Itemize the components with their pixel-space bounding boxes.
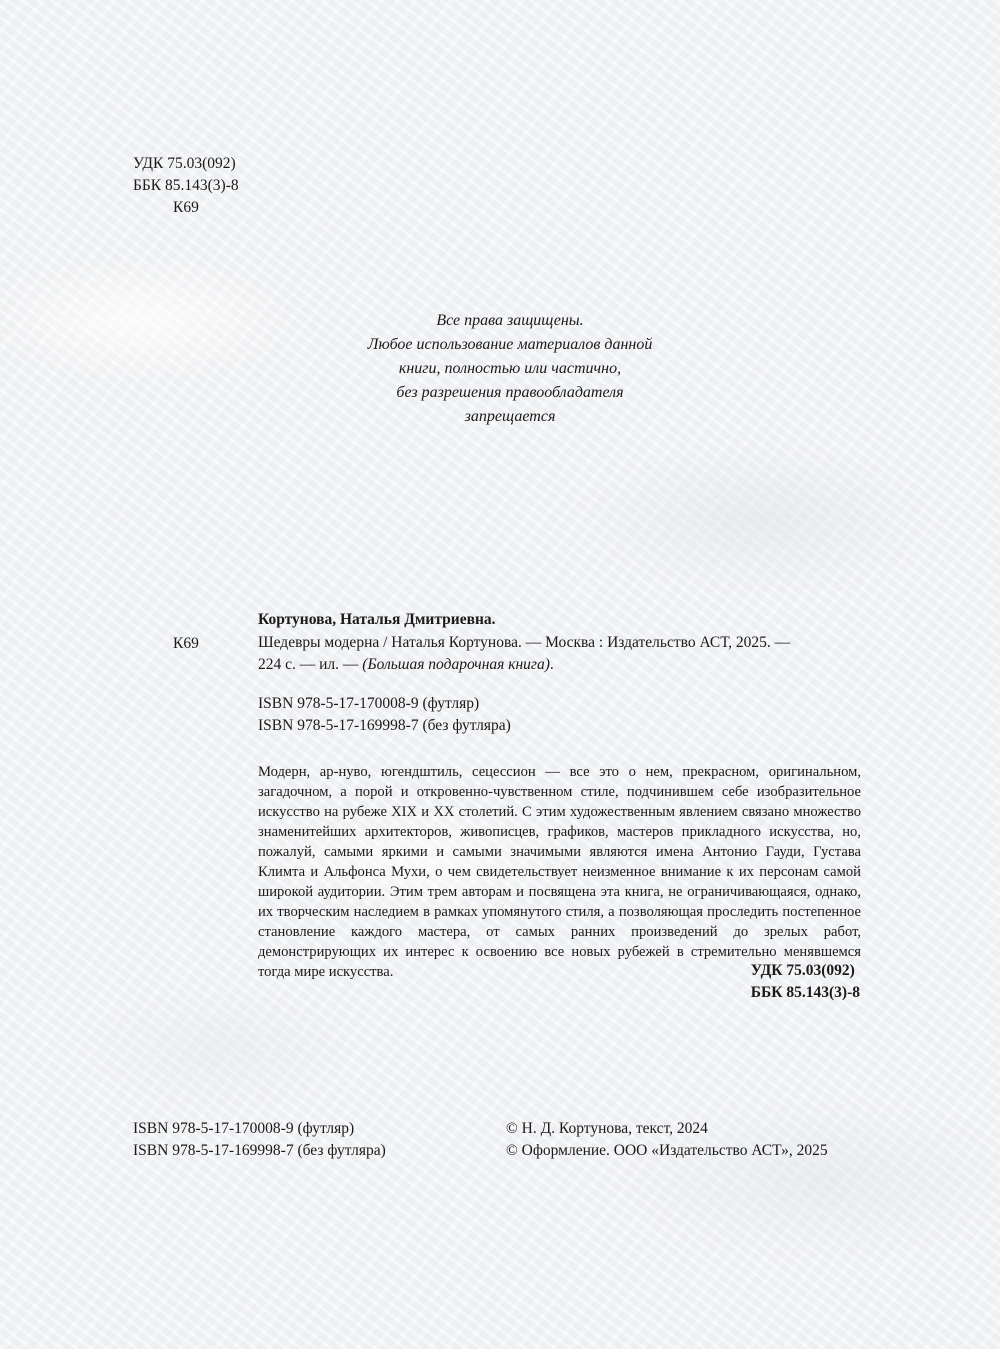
classification-codes-top (133, 153, 239, 219)
rights-line: Все права защищены. (436, 312, 584, 329)
bibliographic-description (258, 632, 861, 676)
author-mark-bib: К69 (173, 635, 199, 652)
pages-line (258, 654, 861, 676)
isbn-line: ISBN 978-5-17-170008-9 (футляр) (133, 1120, 355, 1137)
copyright-line: © Н. Д. Кортунова, текст, 2024 (506, 1120, 708, 1137)
author-mark: К69 (173, 199, 199, 216)
pages-text: 224 с. — ил. — (258, 656, 363, 673)
isbn-list (258, 693, 511, 737)
isbn-line: ISBN 978-5-17-170008-9 (футляр) (258, 695, 480, 712)
bbk-code: ББК 85.143(3)-8 (133, 177, 239, 194)
rights-notice (300, 309, 720, 429)
footer-isbn (133, 1118, 386, 1162)
rights-line: Любое использование материалов данной (367, 336, 653, 353)
rights-line: запрещается (464, 408, 556, 425)
udk-code: УДК 75.03(092) (133, 155, 236, 172)
copyright-line: © Оформление. ООО «Издательство АСТ», 2025 (506, 1142, 828, 1159)
annotation (258, 762, 861, 982)
udk-code: УДК 75.03(092) (750, 962, 855, 979)
author-heading: Кортунова, Наталья Дмитриевна. (258, 611, 496, 628)
pages-suffix: . (549, 656, 554, 673)
isbn-line: ISBN 978-5-17-169998-7 (без футляра) (258, 717, 511, 734)
title-line: Шедевры модерна / Наталья Кортунова. — Москва : Издательство АСТ, 2025. — (258, 634, 791, 651)
bbk-code: ББК 85.143(3)-8 (750, 984, 860, 1001)
series-name: (Большая подарочная книга) (362, 656, 550, 673)
copyright-notice (506, 1118, 828, 1162)
rights-line: без разрешения правообладателя (396, 384, 624, 401)
isbn-line: ISBN 978-5-17-169998-7 (без футляра) (133, 1142, 386, 1159)
rights-line: книги, полностью или частично, (398, 360, 622, 377)
annotation-text: Модерн, ар-нуво, югендштиль, сецессион — все это о нем, прекрасном, оригинальном, загадочном, а порой и откровенно-чувственном стиле, подчинившем себе изобразительное искусство на рубеже XIX и XX столетий. С этим художественным явлением связано множество знаменитейших архитекторов, живописцев, графиков, мастеров прикладного искусства, но, пожалуй, самыми яркими и самыми значимыми являются имена Антонио Гауди, Густава Климта и Альфонса Мухи, о чем свидетельствует неизменное внимание к их персонам самой широкой аудитории. Этим трем авторам и посвящена эта книга, не ограничивающаяся, однако, их творческим наследием в рамках упомянутого стиля, а позволяющая проследить постепенное становление каждого мастера, от самых ранних произведений до зрелых работ, демонстрирующих их интерес к освоению все новых рубежей в стремительно менявшемся тогда мире искусства. (258, 764, 861, 980)
classification-codes-bottom (751, 960, 860, 1004)
